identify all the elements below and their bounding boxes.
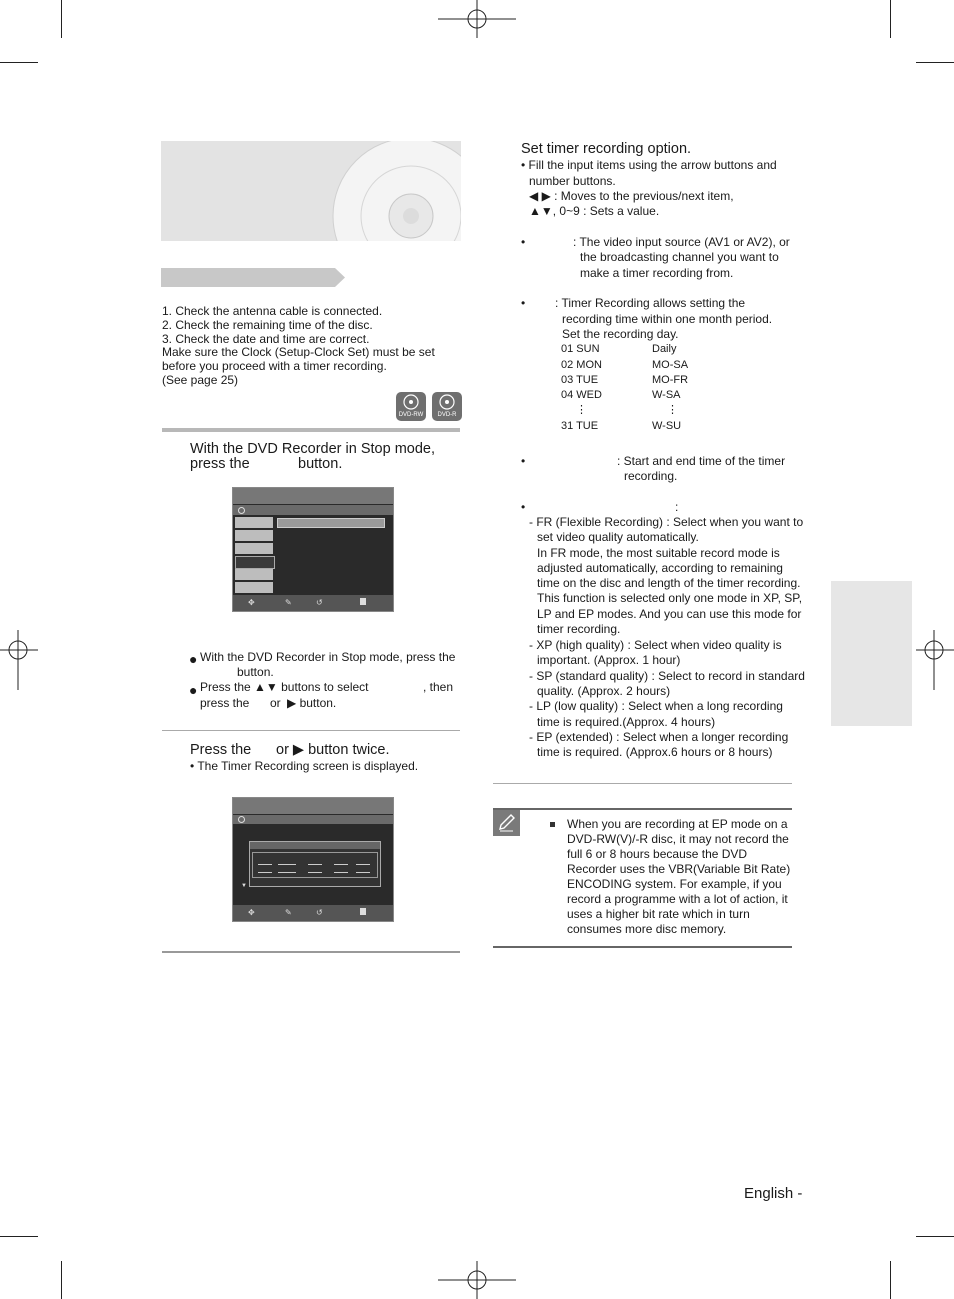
note-bullet [550,822,555,827]
check-line: 1. Check the antenna cable is connected. [162,304,383,318]
menu-screen-1 [232,487,394,612]
note-icon [493,810,520,836]
dvd-rw-icon: DVD-RW [396,392,426,421]
header-banner [161,141,461,241]
check-line: before you proceed with a timer recording. [162,359,387,373]
exit-icon [360,908,366,915]
timer-recording-screen [232,797,394,922]
return-icon: ↺ [316,598,323,607]
check-line: Make sure the Clock (Setup-Clock Set) must be set [162,345,435,359]
page-label: English - [744,1185,803,1202]
return-icon: ↺ [316,908,323,917]
note-bottom-rule [493,946,792,948]
move-icon: ✥ [248,908,255,917]
dvd-r-icon: DVD-R [432,392,462,421]
section-heading-bar [161,268,345,287]
right-divider [493,783,792,784]
registration-mark-top [437,0,517,40]
disc-indicator-icon [238,507,245,514]
move-icon: ✥ [248,598,255,607]
timer-table [249,841,381,887]
check-line: 3. Check the date and time are correct. [162,332,370,346]
registration-mark-right [914,630,954,690]
scroll-down-icon: ▼ [241,883,247,889]
check-line: (See page 25) [162,373,239,387]
disc-indicator-icon [238,816,245,823]
ok-icon: ✎ [285,908,292,917]
left-bottom-rule [162,951,460,953]
check-line: 2. Check the remaining time of the disc. [162,318,373,332]
step-divider [162,730,460,731]
registration-mark-bottom [437,1261,517,1299]
registration-mark-left [0,630,40,690]
exit-icon [360,598,366,605]
side-tab [831,581,912,726]
option-title: Set timer recording option. [521,141,692,157]
step1-top-rule [162,428,460,432]
menu-field [277,518,385,528]
disc-graphic [161,141,461,241]
ok-icon: ✎ [285,598,292,607]
note-top-rule [493,808,792,810]
